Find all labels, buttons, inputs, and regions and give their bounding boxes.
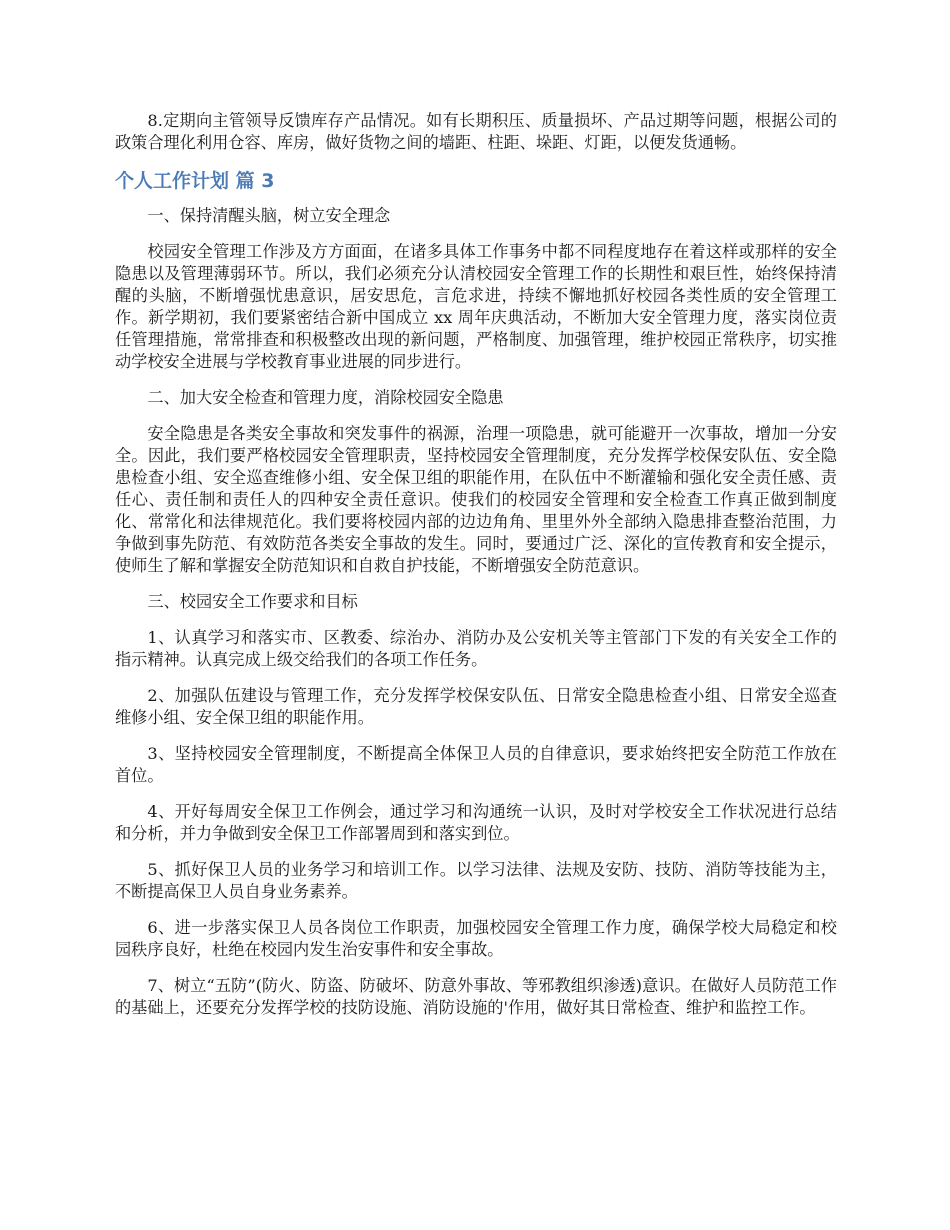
list-item-5: 5、抓好保卫人员的业务学习和培训工作。以学习法律、法规及安防、技防、消防等技能为主，不断提高保卫人员自身业务素养。 xyxy=(115,860,837,901)
subheading-2: 二、加大安全检查和管理力度，消除校园安全隐患 xyxy=(147,388,504,407)
paragraph-2: 安全隐患是各类安全事故和突发事件的祸源，治理一项隐患，就可能避开一次事故，增加一分安全。因此，我们要严格校园安全管理职责，坚持校园安全管理制度，充分发挥学校保安队伍、安全隐患检查小组、安全巡查维修小组、安全保卫组的职能作用，在队伍中不断灌输和强化安全责任感、责任心、责任制和责任人的四种安全责任意识。使我们的校园安全管理和安全检查工作真正做到制度化、常常化和法律规范化。我们要将校园内部的边边角角、里里外外全部纳入隐患排查整治范围，力争做到事先防范、有效防范各类安全事故的发生。同时，要通过广泛、深化的宣传教育和安全提示，使师生了解和掌握安全防范知识和自救自护技能，不断增强安全防范意识。 xyxy=(115,424,837,575)
list-item-1: 1、认真学习和落实市、区教委、综治办、消防办及公安机关等主管部门下发的有关安全工作的指示精神。认真完成上级交给我们的各项工作任务。 xyxy=(115,628,837,669)
list-item-3: 3、坚持校园安全管理制度，不断提高全体保卫人员的自律意识，要求始终把安全防范工作放在首位。 xyxy=(115,744,837,785)
subheading-1: 一、保持清醒头脑，树立安全理念 xyxy=(147,206,391,225)
intro-paragraph: 8.定期向主管领导反馈库存产品情况。如有长期积压、质量损坏、产品过期等问题，根据公司的政策合理化利用仓容、库房，做好货物之间的墙距、柱距、垛距、灯距，以便发货通畅。 xyxy=(115,111,837,152)
subheading-3: 三、校园安全工作要求和目标 xyxy=(147,592,358,611)
list-item-4: 4、开好每周安全保卫工作例会，通过学习和沟通统一认识，及时对学校安全工作状况进行总结和分析，并力争做到安全保卫工作部署周到和落实到位。 xyxy=(115,802,837,843)
section-title: 个人工作计划 篇 3 xyxy=(115,170,275,192)
paragraph-1: 校园安全管理工作涉及方方面面，在诸多具体工作事务中都不同程度地存在着这样或那样的安全隐患以及管理薄弱环节。所以，我们必须充分认清校园安全管理工作的长期性和艰巨性，始终保持清醒的头脑，不断增强忧患意识，居安思危，言危求进，持续不懈地抓好校园各类性质的安全管理工作。新学期初，我们要紧密结合新中国成立 xx 周年庆典活动，不断加大安全管理力度，落实岗位责任管理措施，常常排查和积极整改出现的新问题，严格制度、加强管理，维护校园正常秩序，切实推动学校安全进展与学校教育事业进展的同步进行。 xyxy=(115,242,837,371)
document-page xyxy=(115,110,837,1033)
list-item-6: 6、进一步落实保卫人员各岗位工作职责，加强校园安全管理工作力度，确保学校大局稳定和校园秩序良好，杜绝在校园内发生治安事件和安全事故。 xyxy=(115,918,837,959)
list-item-2: 2、加强队伍建设与管理工作，充分发挥学校保安队伍、日常安全隐患检查小组、日常安全巡查维修小组、安全保卫组的职能作用。 xyxy=(115,686,837,727)
list-item-7: 7、树立“五防”(防火、防盗、防破坏、防意外事故、等邪教组织渗透)意识。在做好人员防范工作的基础上，还要充分发挥学校的技防设施、消防设施的'作用，做好其日常检查、维护和监控工作。 xyxy=(115,976,837,1017)
